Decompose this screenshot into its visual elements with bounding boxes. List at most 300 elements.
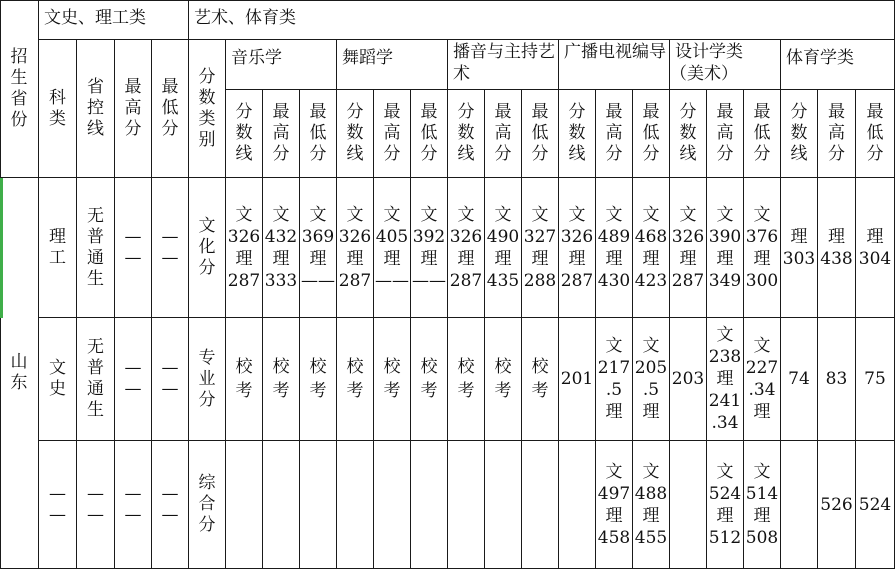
char: 低 [420, 123, 438, 143]
cell-line: 理 [272, 248, 290, 269]
cell-line: 理 [679, 248, 697, 269]
cell-line: 理 [235, 248, 253, 269]
subheader-dance-score-line[interactable] [337, 90, 374, 178]
cell-line: 文 [568, 204, 586, 225]
char: 考 [235, 381, 253, 401]
char: 分 [494, 144, 512, 164]
header-control-line[interactable] [77, 40, 115, 178]
cell-line: 文 [457, 204, 475, 225]
subheader-tv-max[interactable] [596, 90, 633, 178]
cell-line: 435 [486, 270, 520, 291]
subheader-broadcast-score-line[interactable] [448, 90, 485, 178]
subheader-dance-min[interactable] [411, 90, 448, 178]
row-3-tv-min[interactable] [633, 441, 670, 569]
char: 高 [605, 123, 623, 143]
char: 线 [235, 144, 253, 164]
row-3-sports-max[interactable] [818, 441, 856, 569]
char: 分 [457, 102, 475, 122]
header-design[interactable] [670, 40, 781, 90]
cell-line: 458 [597, 527, 631, 548]
row-2-broadcast-max[interactable] [485, 318, 522, 441]
cell-line: 376 [745, 226, 779, 247]
row-1-dance-score-line[interactable] [337, 178, 374, 318]
char: 分 [568, 102, 586, 122]
subheader-sports-score-line[interactable] [781, 90, 818, 178]
row-1-dance-max[interactable] [374, 178, 411, 318]
row-3-sports-min[interactable] [856, 441, 895, 569]
cell-line: 理 [531, 248, 549, 269]
char: 分 [198, 66, 216, 87]
row-2-broadcast-min[interactable] [522, 318, 559, 441]
cell-line: 430 [597, 270, 631, 291]
char: 普 [87, 358, 104, 378]
cell-line: 文 [753, 461, 771, 482]
char: 别 [198, 129, 216, 150]
char: — [124, 247, 142, 268]
char: 分 [309, 144, 327, 164]
cell-line: 203 [671, 369, 705, 389]
char: 高 [272, 123, 290, 143]
cell-line: 333 [264, 270, 298, 291]
subheader-design-max[interactable] [707, 90, 744, 178]
row-3-min[interactable] [152, 441, 189, 569]
row-1-music-score-line[interactable] [226, 178, 263, 318]
cell-line: 524 [708, 483, 742, 504]
cell-line: 512 [708, 527, 742, 548]
cell-line: 理 [494, 248, 512, 269]
char: 低 [531, 123, 549, 143]
char: 线 [87, 119, 104, 139]
row-3-broadcast-min[interactable] [522, 441, 559, 569]
char: 分 [198, 389, 216, 410]
cell-line: 文 [716, 325, 734, 345]
cell-line: 227 [745, 358, 779, 378]
char: 线 [457, 144, 475, 164]
char: 分 [753, 144, 771, 164]
char: — [124, 379, 142, 399]
row-2-sports-max[interactable] [818, 318, 856, 441]
char: 校 [309, 357, 327, 377]
row-1-tv-score-line[interactable] [559, 178, 596, 318]
row-2-design-min[interactable] [744, 318, 781, 441]
cell-line: 390 [708, 226, 742, 247]
char: 线 [568, 144, 586, 164]
cell-line: 文 [531, 204, 549, 225]
subheader-tv-min[interactable] [633, 90, 670, 178]
char: 低 [753, 123, 771, 143]
row-2-dance-score-line[interactable] [337, 318, 374, 441]
cell-line: 文 [309, 204, 327, 225]
cell-line: 287 [671, 270, 705, 291]
cell-line: 文 [679, 204, 697, 225]
char: 省 [87, 77, 104, 97]
row-3-type[interactable] [189, 441, 226, 569]
subheader-sports-max[interactable] [818, 90, 856, 178]
char: 合 [198, 494, 216, 514]
char: — [49, 483, 66, 504]
row-2-design-score-line[interactable] [670, 318, 707, 441]
char: 校 [457, 357, 475, 377]
cell-line: 理—— [412, 248, 446, 291]
row-2-music-score-line[interactable] [226, 318, 263, 441]
char: 最 [866, 102, 884, 122]
char: 数 [457, 123, 475, 143]
char: 低 [642, 123, 660, 143]
header-sports[interactable]: 体育学类 [781, 40, 895, 90]
char: 生 [87, 400, 104, 420]
char: 最 [828, 102, 845, 122]
char: 通 [87, 247, 104, 268]
char: 数 [346, 123, 364, 143]
row-1-broadcast-min[interactable] [522, 178, 559, 318]
cell-line: 327 [523, 226, 557, 247]
char: 校 [235, 357, 253, 377]
cell-line: 75 [864, 369, 886, 389]
row-2-design-max[interactable] [707, 318, 744, 441]
char: 低 [866, 123, 884, 143]
row-3-broadcast-max[interactable] [485, 441, 522, 569]
header-tv[interactable]: 广播电视编导 [559, 40, 670, 90]
row-2-tv-min[interactable] [633, 318, 670, 441]
char: 最 [531, 102, 549, 122]
row-1-control[interactable] [77, 178, 115, 318]
char: — [161, 226, 179, 247]
cell-line: 304 [858, 248, 892, 269]
cell-line: 490 [486, 226, 520, 247]
char: 分 [198, 258, 216, 278]
char: 山 [10, 352, 28, 372]
row-1-design-max[interactable] [707, 178, 744, 318]
char: 分 [235, 102, 253, 122]
char: 东 [10, 373, 28, 393]
row-1-music-min[interactable] [300, 178, 337, 318]
char: 分 [124, 119, 142, 139]
char: 校 [494, 357, 512, 377]
cell-line: 理 [568, 248, 586, 269]
row-2-dance-min[interactable] [411, 318, 448, 441]
row-3-tv-score-line[interactable] [559, 441, 596, 569]
row-3-tv-max[interactable] [596, 441, 633, 569]
char: — [124, 358, 142, 378]
row-3-music-score-line[interactable] [226, 441, 263, 569]
char: — [124, 483, 142, 504]
row-2-min[interactable] [152, 318, 189, 441]
cell-line: 文 [383, 204, 401, 225]
char: 理 [49, 226, 66, 247]
char: 分 [642, 144, 660, 164]
cell-line: 468 [634, 226, 668, 247]
char: 分 [383, 144, 401, 164]
char: 最 [124, 77, 142, 97]
header-design-line2: （美术） [670, 64, 738, 84]
row-2-category[interactable] [39, 318, 77, 441]
cell-line: 488 [634, 483, 668, 504]
cell-line: 理 [753, 402, 771, 422]
char: — [161, 358, 179, 378]
char: 数 [568, 123, 586, 143]
row-3-dance-score-line[interactable] [337, 441, 374, 569]
subheader-music-min[interactable] [300, 90, 337, 178]
cell-line: 392 [412, 226, 446, 247]
char: 最 [642, 102, 660, 122]
char: 文 [198, 216, 216, 236]
row-2-music-min[interactable] [300, 318, 337, 441]
header-max[interactable] [115, 40, 152, 178]
char: 高 [828, 123, 845, 143]
subheader-design-score-line[interactable] [670, 90, 707, 178]
row-3-design-score-line[interactable] [670, 441, 707, 569]
province-value[interactable] [0, 178, 39, 569]
row-1-design-score-line[interactable] [670, 178, 707, 318]
cell-line: 287 [227, 270, 261, 291]
char: — [124, 226, 142, 247]
char: 史 [49, 379, 66, 399]
cell-line: 514 [745, 483, 779, 504]
char: 考 [531, 381, 549, 401]
row-1-design-min[interactable] [744, 178, 781, 318]
cell-line: 理—— [301, 248, 335, 291]
row-1-tv-max[interactable] [596, 178, 633, 318]
cell-line: 理 [828, 226, 845, 247]
char: 分 [198, 515, 216, 535]
cell-line: 287 [560, 270, 594, 291]
char: 控 [87, 98, 104, 118]
cell-line: 526 [820, 494, 853, 515]
char: 校 [383, 357, 401, 377]
cell-line: 文 [753, 336, 771, 356]
char: 高 [383, 123, 401, 143]
char: 考 [346, 381, 364, 401]
row-1-min[interactable] [152, 178, 189, 318]
row-3-design-max[interactable] [707, 441, 744, 569]
char: — [161, 504, 179, 525]
char: 最 [272, 102, 290, 122]
cell-line: 438 [820, 248, 853, 269]
char: 分 [531, 144, 549, 164]
row-1-sports-min[interactable] [856, 178, 895, 318]
cell-line: 理 [716, 248, 734, 269]
row-2-type[interactable] [189, 318, 226, 441]
char: 数 [198, 87, 216, 108]
cell-line: 369 [301, 226, 335, 247]
cell-line: 326 [338, 226, 372, 247]
char: 考 [272, 381, 290, 401]
header-music[interactable]: 音乐学 [226, 40, 337, 90]
char: 份 [10, 109, 28, 130]
header-score-type[interactable] [189, 40, 226, 178]
row-1-sports-max[interactable] [818, 178, 856, 318]
char: 考 [309, 381, 327, 401]
char: 分 [828, 144, 845, 164]
cell-line: 326 [227, 226, 261, 247]
row-3-music-max[interactable] [263, 441, 300, 569]
subheader-music-score-line[interactable] [226, 90, 263, 178]
cell-line: 理 [716, 369, 734, 389]
char: 分 [605, 144, 623, 164]
char: 分 [420, 144, 438, 164]
header-province[interactable] [0, 0, 39, 178]
row-1-broadcast-max[interactable] [485, 178, 522, 318]
header-dance[interactable]: 舞蹈学 [337, 40, 448, 90]
char: — [161, 483, 179, 504]
cell-line: 423 [634, 270, 668, 291]
row-2-sports-score-line[interactable] [781, 318, 818, 441]
cell-line: 理 [642, 505, 660, 526]
row-2-dance-max[interactable] [374, 318, 411, 441]
char: 分 [272, 144, 290, 164]
row-2-tv-max[interactable] [596, 318, 633, 441]
char: 无 [87, 337, 104, 357]
char: 科 [49, 87, 66, 108]
char: 类 [49, 108, 66, 129]
cell-line: 238 [708, 347, 742, 367]
row-2-control[interactable] [77, 318, 115, 441]
char: — [161, 247, 179, 268]
cell-line: 497 [597, 483, 631, 504]
cell-line: 455 [634, 527, 668, 548]
cell-line: 文 [642, 336, 660, 356]
char: 生 [10, 67, 28, 88]
row-1-sports-score-line[interactable] [781, 178, 818, 318]
char: 校 [346, 357, 364, 377]
char: 考 [457, 381, 475, 401]
subheader-broadcast-min[interactable] [522, 90, 559, 178]
cell-line: 理 [605, 505, 623, 526]
char: 普 [87, 226, 104, 247]
header-category[interactable] [39, 40, 77, 178]
cell-line: .5 [605, 380, 623, 400]
row-1-type[interactable] [189, 178, 226, 318]
row-2-sports-min[interactable] [856, 318, 895, 441]
char: 最 [383, 102, 401, 122]
cell-line: 349 [708, 270, 742, 291]
char: 最 [309, 102, 327, 122]
subheader-sports-min[interactable] [856, 90, 895, 178]
char: 类 [198, 108, 216, 129]
row-1-broadcast-score-line[interactable] [448, 178, 485, 318]
char: 高 [124, 98, 142, 118]
char: 高 [716, 123, 734, 143]
char: 分 [346, 102, 364, 122]
row-3-design-min[interactable] [744, 441, 781, 569]
row-2-max[interactable] [115, 318, 152, 441]
cell-line: 287 [338, 270, 372, 291]
row-3-max[interactable] [115, 441, 152, 569]
row-2-tv-score-line[interactable] [559, 318, 596, 441]
char: 分 [716, 144, 734, 164]
char: 数 [235, 123, 253, 143]
row-2-music-max[interactable] [263, 318, 300, 441]
char: 工 [49, 247, 66, 268]
char: 分 [679, 102, 697, 122]
row-3-control[interactable] [77, 441, 115, 569]
cell-line: 326 [449, 226, 483, 247]
header-arts-group[interactable]: 艺术、体育类 [189, 0, 895, 40]
cell-line: 理 [753, 248, 771, 269]
char: 考 [420, 381, 438, 401]
row-3-dance-min[interactable] [411, 441, 448, 569]
cell-line: 432 [264, 226, 298, 247]
row-1-max[interactable] [115, 178, 152, 318]
row-1-category[interactable] [39, 178, 77, 318]
char: — [124, 504, 142, 525]
char: 专 [198, 347, 216, 368]
cell-line: 文 [605, 204, 623, 225]
char: 最 [716, 102, 734, 122]
cell-line: 文 [642, 204, 660, 225]
subheader-broadcast-max[interactable] [485, 90, 522, 178]
subheader-music-max[interactable] [263, 90, 300, 178]
cell-line: 489 [597, 226, 631, 247]
row-3-broadcast-score-line[interactable] [448, 441, 485, 569]
subheader-dance-max[interactable] [374, 90, 411, 178]
row-3-music-min[interactable] [300, 441, 337, 569]
cell-line: 文 [494, 204, 512, 225]
cell-line: 文 [272, 204, 290, 225]
cell-line: 217 [597, 358, 631, 378]
cell-line: 文 [716, 461, 734, 482]
header-min[interactable] [152, 40, 189, 178]
cell-line: 文 [235, 204, 253, 225]
cell-line: 理 [642, 402, 660, 422]
char: 省 [10, 88, 28, 109]
char: 高 [494, 123, 512, 143]
char: 线 [790, 144, 808, 164]
cell-line: 文 [420, 204, 438, 225]
row-3-sports-score-line[interactable] [781, 441, 818, 569]
cell-line: 241 [708, 391, 742, 411]
row-2-broadcast-score-line[interactable] [448, 318, 485, 441]
cell-line: 理 [866, 226, 884, 247]
cell-line: 508 [745, 527, 779, 548]
row-1-dance-min[interactable] [411, 178, 448, 318]
subheader-design-min[interactable] [744, 90, 781, 178]
row-3-dance-max[interactable] [374, 441, 411, 569]
cell-line: 文 [605, 336, 623, 356]
row-3-category[interactable] [39, 441, 77, 569]
char: 数 [679, 123, 697, 143]
char: 线 [679, 144, 697, 164]
char: 最 [420, 102, 438, 122]
cell-line: 300 [745, 270, 779, 291]
char: 业 [198, 368, 216, 389]
char: 数 [790, 123, 808, 143]
header-general-group[interactable]: 文史、理工类 [39, 0, 189, 40]
row-1-tv-min[interactable] [633, 178, 670, 318]
subheader-tv-score-line[interactable] [559, 90, 596, 178]
row-1-music-max[interactable] [263, 178, 300, 318]
char: 招 [10, 46, 28, 67]
cell-line: 74 [788, 369, 810, 389]
cell-line: 83 [825, 369, 848, 389]
cell-line: 405 [375, 226, 409, 247]
char: 最 [605, 102, 623, 122]
char: 文 [49, 358, 66, 378]
cell-line: 文 [605, 461, 623, 482]
char: 通 [87, 379, 104, 399]
char: 校 [531, 357, 549, 377]
header-broadcast[interactable]: 播音与主持艺术 [448, 40, 559, 90]
char: — [49, 504, 66, 525]
cell-line: 287 [449, 270, 483, 291]
cell-line: 288 [523, 270, 557, 291]
cell-line: 326 [560, 226, 594, 247]
cell-line: 理 [790, 226, 808, 247]
char: 考 [383, 381, 401, 401]
char: 线 [346, 144, 364, 164]
cell-line: 理 [605, 402, 623, 422]
cell-line: 理 [753, 505, 771, 526]
